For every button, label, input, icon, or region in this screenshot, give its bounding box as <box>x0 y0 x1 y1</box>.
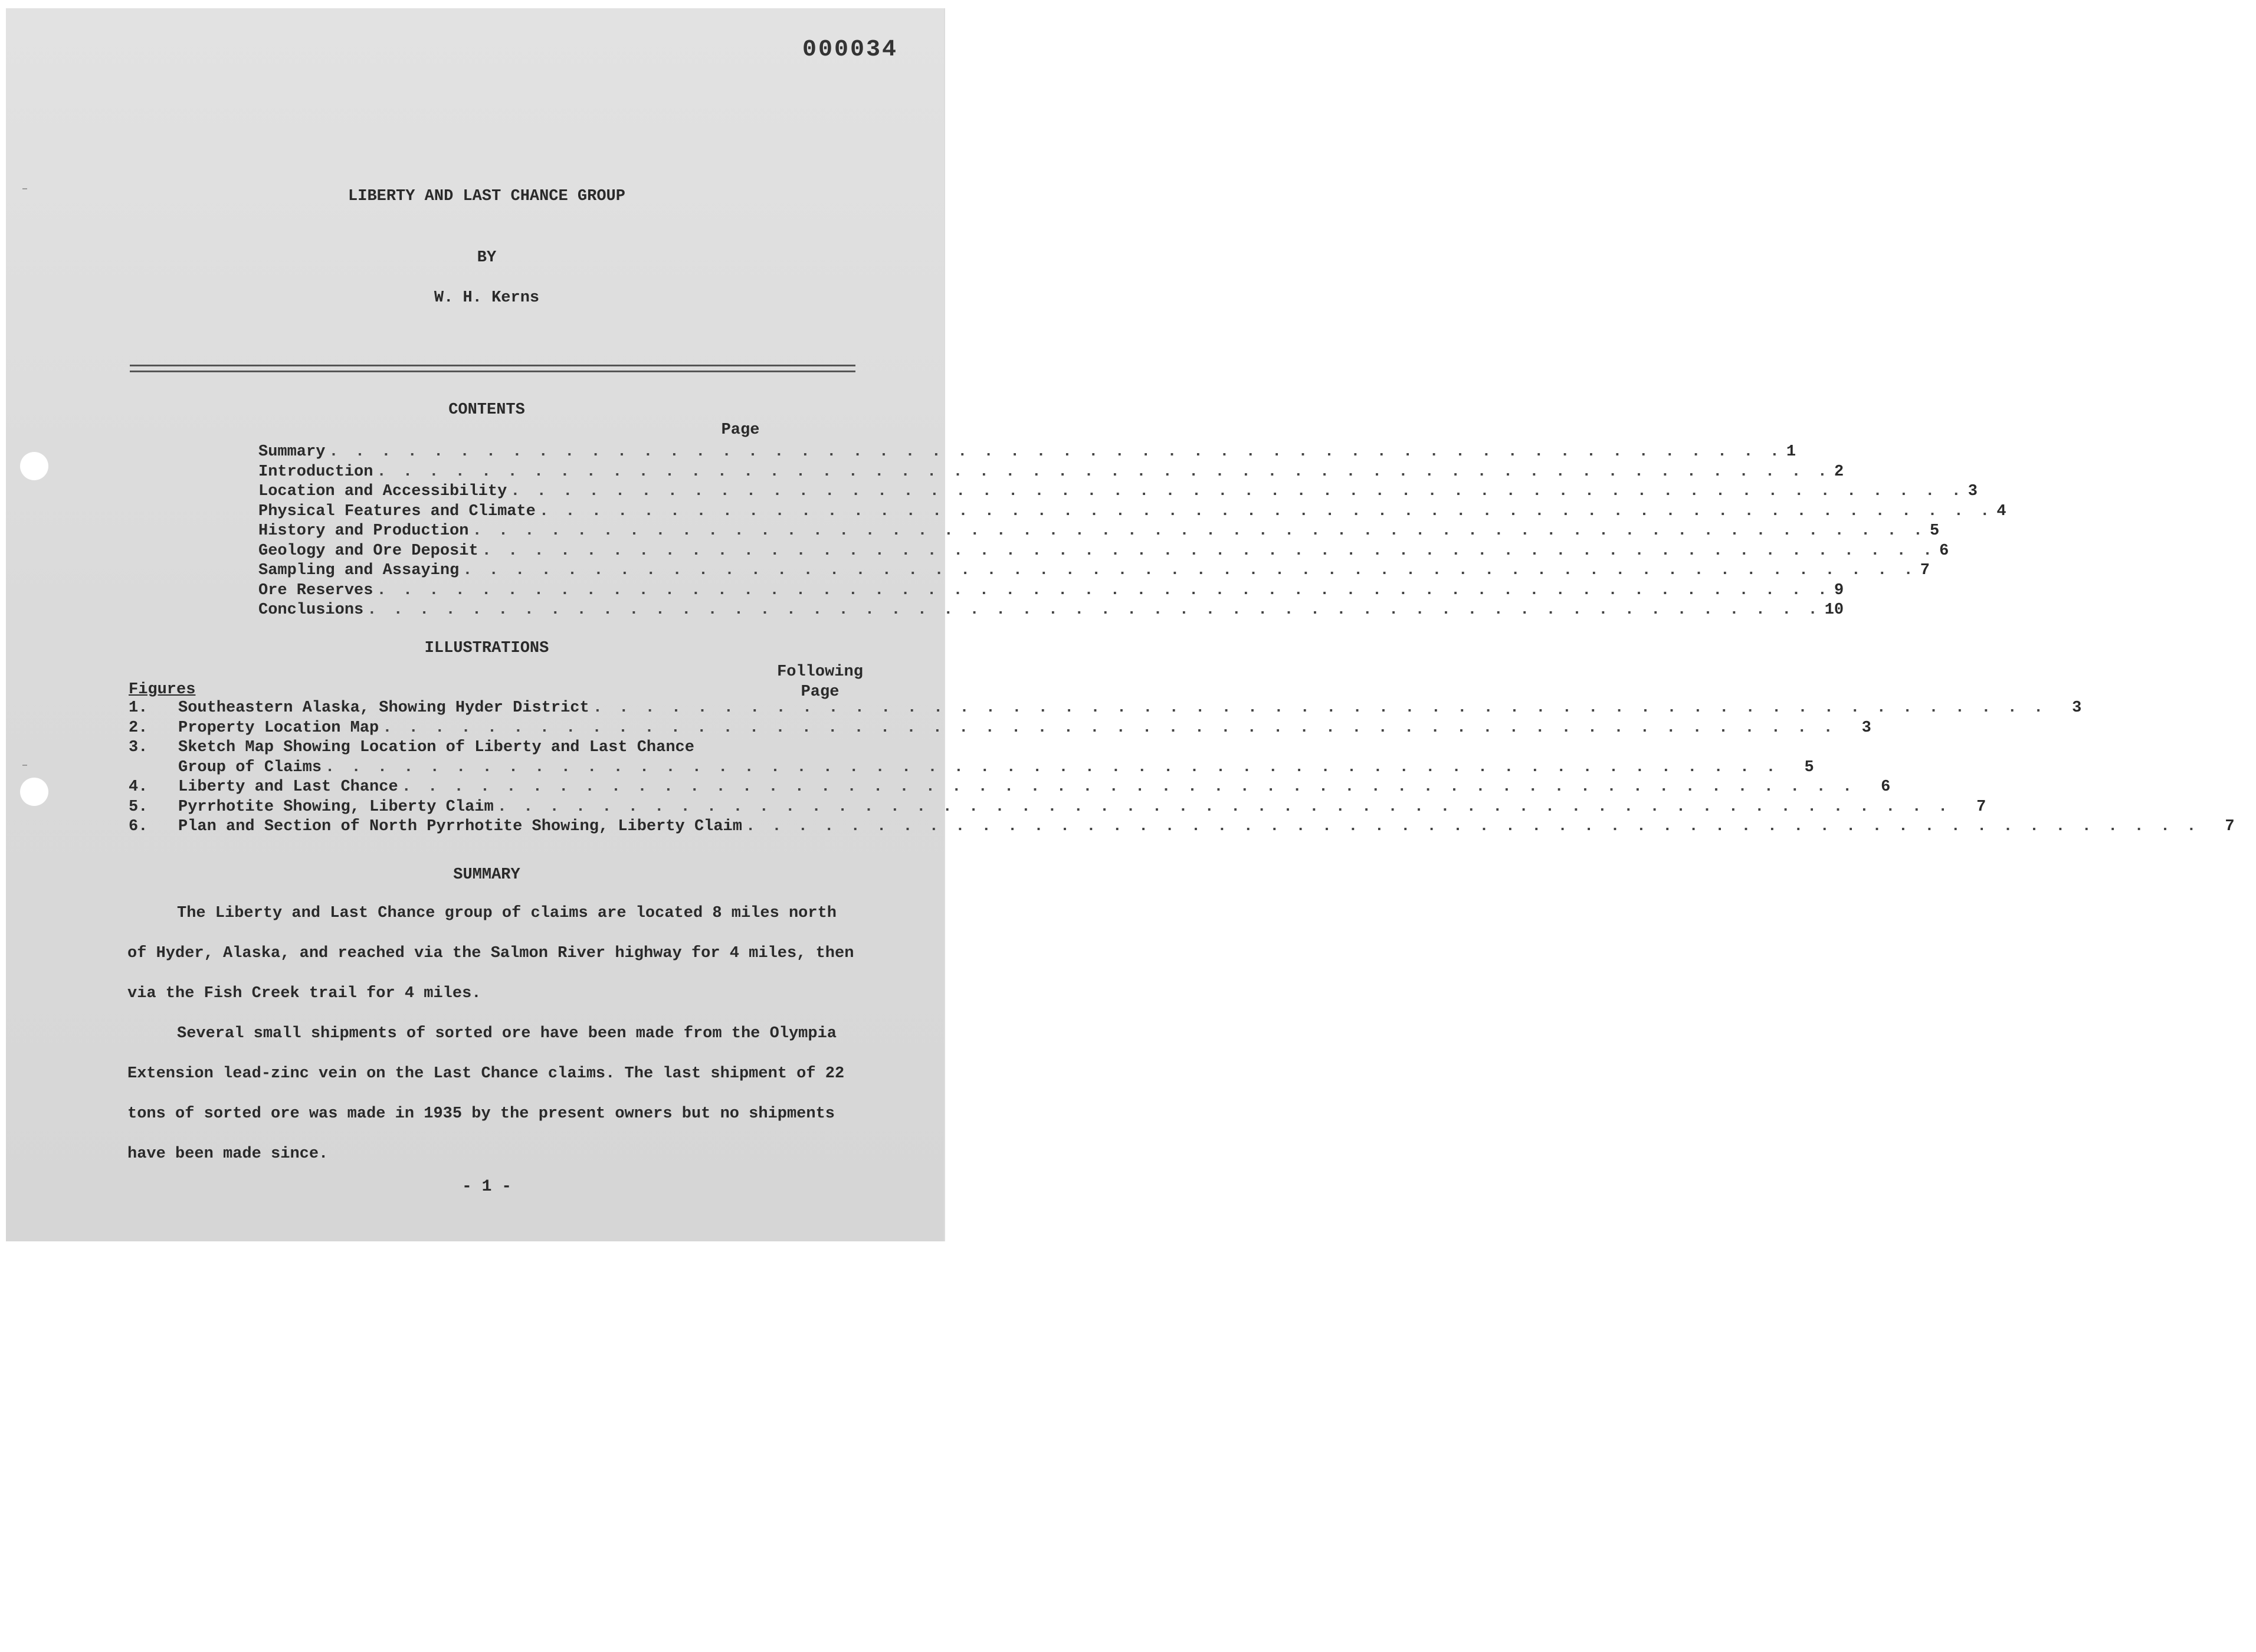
figure-page: 6 <box>1881 778 1891 796</box>
author: W. H. Kerns <box>434 289 540 307</box>
leader-dots: . . . . . . . . . . . . . . . . . . . . . . . . . . . . . . . . . . . . . . . . . . . . . . . . . . . . . . . . <box>481 542 1936 560</box>
figure-title: Property Location Map <box>178 719 379 737</box>
figure-page: 7 <box>2225 818 2235 835</box>
document-number: 000034 <box>802 37 899 63</box>
following-header-1: Following <box>777 663 863 681</box>
figure-item <box>129 798 1986 818</box>
leader-dots: . . . . . . . . . . . . . . . . . . . . . . . . . . . . . . . . . . . . . . . . . . . . . . . . . . . . . . . . <box>497 798 1952 816</box>
figure-number: 1. <box>129 699 148 717</box>
figure-title: Plan and Section of North Pyrrhotite Showing, Liberty Claim <box>178 818 742 835</box>
leader-dots: . . . . . . . . . . . . . . . . . . . . . . . . . . . . . . . . . . . . . . . . . . . . . . . . . . . . . . . . <box>401 778 1856 796</box>
contents-item-page: 1 <box>1786 443 1796 461</box>
figure-page: 3 <box>1861 719 1871 737</box>
contents-item-page: 5 <box>1929 522 1940 540</box>
contents-item-title: History and Production <box>258 522 469 540</box>
document-title: LIBERTY AND LAST CHANCE GROUP <box>348 188 625 205</box>
contents-heading: CONTENTS <box>448 401 525 419</box>
contents-item-title: Introduction <box>258 463 373 481</box>
contents-item-page: 9 <box>1834 581 1844 599</box>
contents-item <box>258 522 1940 542</box>
contents-item-page: 6 <box>1939 542 1949 560</box>
leader-dots: . . . . . . . . . . . . . . . . . . . . . . . . . . . . . . . . . . . . . . . . . . . . . . . . . . . . . . . . <box>382 719 1837 737</box>
margin-mark <box>22 765 27 766</box>
contents-item <box>258 581 1844 601</box>
contents-item-title: Summary <box>258 443 326 461</box>
contents-item-page: 7 <box>1920 562 1930 579</box>
paper-sheet <box>6 8 2235 1241</box>
contents-item-title: Conclusions <box>258 601 364 619</box>
illustrations-heading: ILLUSTRATIONS <box>424 640 549 657</box>
contents-item <box>258 601 1844 621</box>
figure-title: Liberty and Last Chance <box>178 778 398 796</box>
page-number: - 1 - <box>461 1178 511 1196</box>
leader-dots: . . . . . . . . . . . . . . . . . . . . . . . . . . . . . . . . . . . . . . . . . . . . . . . . . . . . . . . . <box>376 463 1831 481</box>
contents-list <box>258 442 2006 621</box>
figure-number: 2. <box>129 719 148 737</box>
figures-label: Figures <box>129 681 196 699</box>
contents-item <box>258 502 2006 522</box>
leader-dots: . . . . . . . . . . . . . . . . . . . . . . . . . . . . . . . . . . . . . . . . . . . . . . . . . . . . . . . . <box>539 502 1993 520</box>
leader-dots: . . . . . . . . . . . . . . . . . . . . . . . . . . . . . . . . . . . . . . . . . . . . . . . . . . . . . . . . <box>325 758 1779 776</box>
figure-page: 7 <box>1976 798 1986 816</box>
double-rule-bottom <box>130 371 855 372</box>
figure-title: Pyrrhotite Showing, Liberty Claim <box>178 798 494 816</box>
contents-item <box>258 561 1930 581</box>
contents-item <box>258 482 1978 502</box>
figure-item <box>129 778 1891 798</box>
figures-list <box>129 699 2235 837</box>
figure-body <box>178 738 1836 778</box>
summary-heading: SUMMARY <box>453 866 520 884</box>
contents-item <box>258 442 1796 463</box>
contents-item <box>258 542 1949 562</box>
figure-body <box>178 778 1912 798</box>
contents-item-title: Physical Features and Climate <box>258 502 536 520</box>
figure-title: Southeastern Alaska, Showing Hyder District <box>178 699 589 717</box>
figure-item <box>129 699 2082 719</box>
figure-body <box>178 817 2256 837</box>
figure-item <box>129 738 1814 778</box>
contents-item-page: 10 <box>1824 601 1844 619</box>
leader-dots: . . . . . . . . . . . . . . . . . . . . . . . . . . . . . . . . . . . . . . . . . . . . . . . . . . . . . . . . <box>367 601 1821 619</box>
leader-dots: . . . . . . . . . . . . . . . . . . . . . . . . . . . . . . . . . . . . . . . . . . . . . . . . . . . . . . . . <box>472 522 1926 540</box>
leader-dots: . . . . . . . . . . . . . . . . . . . . . . . . . . . . . . . . . . . . . . . . . . . . . . . . . . . . . . . . <box>463 562 1917 579</box>
figure-number: 3. <box>129 739 148 756</box>
contents-item-title: Ore Reserves <box>258 581 373 599</box>
contents-page-header: Page <box>721 421 760 439</box>
contents-item-page: 2 <box>1834 463 1844 481</box>
figure-title-line-1: Sketch Map Showing Location of Liberty and Last Chance <box>178 739 694 756</box>
figure-item <box>129 719 1871 739</box>
figure-number: 4. <box>129 778 148 796</box>
figure-page: 5 <box>1804 758 1814 776</box>
double-rule-top <box>130 365 855 366</box>
leader-dots: . . . . . . . . . . . . . . . . . . . . . . . . . . . . . . . . . . . . . . . . . . . . . . . . . . . . . . . . <box>376 581 1831 599</box>
contents-item-page: 4 <box>1996 502 2006 520</box>
contents-item-page: 3 <box>1968 483 1978 500</box>
figure-number: 6. <box>129 818 148 835</box>
by-label: BY <box>477 249 497 267</box>
punch-hole-top <box>20 452 48 480</box>
figure-page: 3 <box>2072 699 2082 717</box>
leader-dots: . . . . . . . . . . . . . . . . . . . . . . . . . . . . . . . . . . . . . . . . . . . . . . . . . . . . . . . . <box>592 699 2047 717</box>
leader-dots: . . . . . . . . . . . . . . . . . . . . . . . . . . . . . . . . . . . . . . . . . . . . . . . . . . . . . . . . <box>329 443 1783 461</box>
leader-dots: . . . . . . . . . . . . . . . . . . . . . . . . . . . . . . . . . . . . . . . . . . . . . . . . . . . . . . . . <box>745 818 2200 835</box>
scanned-page <box>6 8 2235 1241</box>
figure-number: 5. <box>129 798 148 816</box>
summary-paragraph-2: Several small shipments of sorted ore have been made from the Olympia Extension lead-zinc vein on the Last Chance claims. The last shipment of 22 tons of sorted ore was made in 1935 by the present owners but no shipments have been made since. <box>127 1025 845 1163</box>
figure-body <box>178 719 1893 739</box>
figure-item <box>129 817 2235 837</box>
punch-hole-bottom <box>20 778 48 806</box>
figure-body <box>178 798 2008 818</box>
contents-item-title: Geology and Ore Deposit <box>258 542 478 560</box>
summary-paragraph-1: The Liberty and Last Chance group of claims are located 8 miles north of Hyder, Alaska, and reached via the Salmon River highway for 4 miles, then via the Fish Creek trail for 4 miles. <box>127 904 854 1002</box>
following-header-2: Page <box>801 683 840 701</box>
leader-dots: . . . . . . . . . . . . . . . . . . . . . . . . . . . . . . . . . . . . . . . . . . . . . . . . . . . . . . . . <box>510 483 1965 500</box>
contents-item <box>258 463 1844 483</box>
contents-item-title: Location and Accessibility <box>258 483 507 500</box>
figure-body <box>178 699 2103 719</box>
contents-item-title: Sampling and Assaying <box>258 562 460 579</box>
figure-title-line-2: Group of Claims <box>178 758 322 776</box>
